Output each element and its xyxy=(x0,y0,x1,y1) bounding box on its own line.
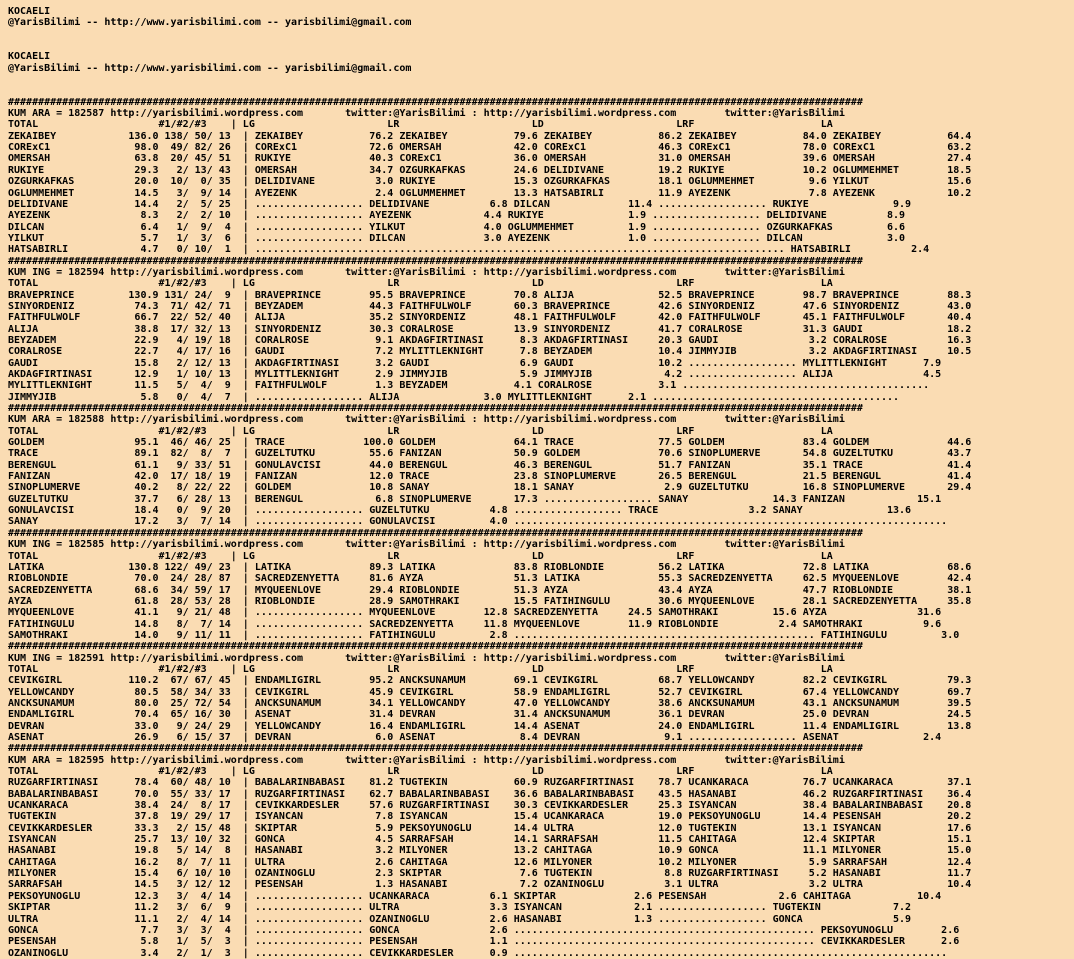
table-row: TRACE 89.1 82/ 8/ 7 | GUZELTUTKU 55.6 FANIZAN 50.9 GOLDEM 70.6 SINOPLUMERVE 54.8 GUZELTUTKU 43.7 xyxy=(8,448,972,460)
block-separator: ############################################################################################################################################## xyxy=(8,641,863,653)
table-row: JIMMYJIB 5.8 0/ 4/ 7 | .................. ALIJA 3.0 MYLITTLEKNIGHT 2.1 ......................................... xyxy=(8,391,900,403)
block-column-headers: TOTAL #1/#2/#3 | LG LR LD LRF LA xyxy=(8,278,833,290)
race-block xyxy=(8,528,1074,641)
table-row: CEVIKKARDESLER 33.3 2/ 15/ 48 | SKIPTAR 5.9 PEKSOYUNOGLU 14.4 ULTRA 12.0 TUGTEKIN 13.1 ISYANCAN 17.6 xyxy=(8,822,972,834)
table-row: UCANKARACA 38.4 24/ 8/ 17 | CEVIKKARDESLER 57.6 RUZGARFIRTINASI 30.3 CEVIKKARDESLER 25.3 ISYANCAN 38.4 BABALARINBABASI 20.8 xyxy=(8,800,972,812)
table-row: YILKUT 5.7 1/ 3/ 6 | .................. DILCAN 3.0 AYEZENK 1.0 .................. DILCAN 3.0 xyxy=(8,232,906,244)
race-block xyxy=(8,256,1074,403)
race-block xyxy=(8,641,1074,743)
table-row: DELIDIVANE 14.4 2/ 5/ 25 | .................. DELIDIVANE 6.8 DILCAN 11.4 .................. RUKIYE 9.9 xyxy=(8,198,912,210)
spacer xyxy=(8,74,1074,85)
block-title: KUM ARA = 182588 http://yarisbilimi.wordpress.com twitter:@YarisBilimi : http://yarisbilimi.wordpress.com twitter:@YarisBilimi xyxy=(8,414,845,426)
table-row: PEKSOYUNOGLU 12.3 3/ 4/ 14 | .................. UCANKARACA 6.1 SKIPTAR 2.6 PESENSAH 2.6 CAHITAGA 10.4 xyxy=(8,890,942,902)
table-row: CAHITAGA 16.2 8/ 7/ 11 | ULTRA 2.6 CAHITAGA 12.6 MILYONER 10.2 MILYONER 5.9 SARRAFSAH 12.4 xyxy=(8,856,972,868)
table-row: OGLUMMEHMET 14.5 3/ 9/ 14 | AYEZENK 2.4 OGLUMMEHMET 13.3 HATSABIRLI 11.9 AYEZENK 7.8 AYEZENK 10.2 xyxy=(8,187,972,199)
block-separator: ############################################################################################################################################## xyxy=(8,96,863,108)
table-row: FAITHFULWOLF 66.7 22/ 52/ 40 | ALIJA 35.2 SINYORDENIZ 48.1 FAITHFULWOLF 42.0 FAITHFULWOLF 45.1 FAITHFULWOLF 40.4 xyxy=(8,312,972,324)
block-title: KUM ARA = 182595 http://yarisbilimi.wordpress.com twitter:@YarisBilimi : http://yarisbilimi.wordpress.com twitter:@YarisBilimi xyxy=(8,754,845,766)
table-row: BABALARINBABASI 70.0 55/ 33/ 17 | RUZGARFIRTINASI 62.7 BABALARINBABASI 36.6 BABALARINBABASI 43.5 HASANABI 46.2 RUZGARFIRTINASI 36.4 xyxy=(8,788,972,800)
table-row: FATIHINGULU 14.8 8/ 7/ 14 | .................. SACREDZENYETTA 11.8 MYQUEENLOVE 11.9 RIOBLONDIE 2.4 SAMOTHRAKI 9.6 xyxy=(8,618,942,630)
table-row: MYLITTLEKNIGHT 11.5 5/ 4/ 9 | FAITHFULWOLF 1.3 BEYZADEM 4.1 CORALROSE 3.1 ......................................... xyxy=(8,380,930,392)
header-line-3: KOCAELI xyxy=(8,51,51,63)
block-title: KUM ING = 182585 http://yarisbilimi.wordpress.com twitter:@YarisBilimi : http://yarisbilimi.wordpress.com twitter:@YarisBilimi xyxy=(8,539,845,551)
table-row: PESENSAH 5.8 1/ 5/ 3 | .................. PESENSAH 1.1 .................................................. CEVIKKARDESLER 2.6 xyxy=(8,936,960,948)
table-row: SACREDZENYETTA 68.6 34/ 59/ 17 | MYQUEENLOVE 29.4 RIOBLONDIE 51.3 AYZA 43.4 AYZA 47.7 RIOBLONDIE 38.1 xyxy=(8,584,972,596)
table-row: CORExC1 98.0 49/ 82/ 26 | CORExC1 72.6 OMERSAH 42.0 CORExC1 46.3 CORExC1 78.0 CORExC1 63.2 xyxy=(8,142,972,154)
header-line-4: @YarisBilimi -- http://www.yarisbilimi.com -- yarisbilimi@gmail.com xyxy=(8,62,412,74)
spacer xyxy=(8,85,1074,96)
block-title: KUM ING = 182591 http://yarisbilimi.wordpress.com twitter:@YarisBilimi : http://yarisbilimi.wordpress.com twitter:@YarisBilimi xyxy=(8,652,845,664)
race-block xyxy=(8,97,1074,256)
table-row: SKIPTAR 11.2 3/ 6/ 9 | .................. ULTRA 3.3 ISYANCAN 2.1 .................. TUGTEKIN 7.2 xyxy=(8,902,912,914)
table-row: ALIJA 38.8 17/ 32/ 13 | SINYORDENIZ 30.3 CORALROSE 13.9 SINYORDENIZ 41.7 CORALROSE 31.3 GAUDI 18.2 xyxy=(8,323,972,335)
header-line-2: @YarisBilimi -- http://www.yarisbilimi.com -- yarisbilimi@gmail.com xyxy=(8,17,412,29)
table-row: SANAY 17.2 3/ 7/ 14 | .................. GONULAVCISI 4.0 ........................................................................ xyxy=(8,516,948,528)
table-row: AYZA 61.8 28/ 53/ 28 | RIOBLONDIE 28.9 SAMOTHRAKI 15.5 FATIHINGULU 30.6 MYQUEENLOVE 28.1 SACREDZENYETTA 35.8 xyxy=(8,595,972,607)
table-row: ENDAMLIGIRL 70.4 65/ 16/ 30 | ASENAT 31.4 DEVRAN 31.4 ANCKSUNAMUM 36.1 DEVRAN 25.0 DEVRAN 24.5 xyxy=(8,709,972,721)
table-row: ANCKSUNAMUM 80.0 25/ 72/ 54 | ANCKSUNAMUM 34.1 YELLOWCANDY 47.0 YELLOWCANDY 38.6 ANCKSUNAMUM 43.1 ANCKSUNAMUM 39.5 xyxy=(8,697,972,709)
table-row: RUZGARFIRTINASI 78.4 60/ 48/ 10 | BABALARINBABASI 81.2 TUGTEKIN 60.9 RUZGARFIRTINASI 78.7 UCANKARACA 76.7 UCANKARACA 37.1 xyxy=(8,777,972,789)
header-line-1: KOCAELI xyxy=(8,6,51,17)
race-block xyxy=(8,403,1074,528)
table-row: BEYZADEM 22.9 4/ 19/ 18 | CORALROSE 9.1 AKDAGFIRTINASI 8.3 AKDAGFIRTINASI 20.3 GAUDI 3.2 CORALROSE 16.3 xyxy=(8,334,972,346)
table-row: FANIZAN 42.0 17/ 18/ 19 | FANIZAN 12.0 TRACE 23.8 SINOPLUMERVE 26.5 BERENGUL 21.5 BERENGUL 41.4 xyxy=(8,471,972,483)
table-row: RUKIYE 29.3 2/ 13/ 43 | OMERSAH 34.7 OZGURKAFKAS 24.6 DELIDIVANE 19.2 RUKIYE 10.2 OGLUMMEHMET 18.5 xyxy=(8,164,972,176)
block-column-headers: TOTAL #1/#2/#3 | LG LR LD LRF LA xyxy=(8,766,833,778)
table-row: HATSABIRLI 4.7 0/ 10/ 1 | ........................................................................................ HATSABIRLI 2.4 xyxy=(8,244,930,256)
block-title: KUM ING = 182594 http://yarisbilimi.wordpress.com twitter:@YarisBilimi : http://yarisbilimi.wordpress.com twitter:@YarisBilimi xyxy=(8,266,845,278)
table-row: GAUDI 15.8 2/ 12/ 13 | AKDAGFIRTINASI 3.2 GAUDI 6.9 GAUDI 10.2 .................. MYLITTLEKNIGHT 7.9 xyxy=(8,357,942,369)
table-row: YELLOWCANDY 80.5 58/ 34/ 33 | CEVIKGIRL 45.9 CEVIKGIRL 58.9 ENDAMLIGIRL 52.7 CEVIKGIRL 67.4 YELLOWCANDY 69.7 xyxy=(8,686,972,698)
table-row: DEVRAN 33.0 9/ 24/ 29 | YELLOWCANDY 16.4 ENDAMLIGIRL 14.4 ASENAT 24.0 ENDAMLIGIRL 11.4 ENDAMLIGIRL 13.8 xyxy=(8,720,972,732)
table-row: GONCA 7.7 3/ 3/ 4 | .................. GONCA 2.6 .................................................. PEKSOYUNOGLU 2.6 xyxy=(8,924,960,936)
table-row: OMERSAH 63.8 20/ 45/ 51 | RUKIYE 40.3 CORExC1 36.0 OMERSAH 31.0 OMERSAH 39.6 OMERSAH 27.4 xyxy=(8,153,972,165)
table-row: MILYONER 15.4 6/ 10/ 10 | OZANINOGLU 2.3 SKIPTAR 7.6 TUGTEKIN 8.8 RUZGARFIRTINASI 5.2 HASANABI 11.7 xyxy=(8,868,972,880)
table-row: DILCAN 6.4 1/ 9/ 4 | .................. YILKUT 4.0 OGLUMMEHMET 1.9 .................. OZGURKAFKAS 6.6 xyxy=(8,221,906,233)
block-column-headers: TOTAL #1/#2/#3 | LG LR LD LRF LA xyxy=(8,663,833,675)
table-row: CEVIKGIRL 110.2 67/ 67/ 45 | ENDAMLIGIRL 95.2 ANCKSUNAMUM 69.1 CEVIKGIRL 68.7 YELLOWCANDY 82.2 CEVIKGIRL 79.3 xyxy=(8,675,972,687)
race-block xyxy=(8,743,1074,959)
table-row: MYQUEENLOVE 41.1 9/ 21/ 48 | .................. MYQUEENLOVE 12.8 SACREDZENYETTA 24.5 SAMOTHRAKI 15.6 AYZA 31.6 xyxy=(8,607,942,619)
table-row: LATIKA 130.8 122/ 49/ 23 | LATIKA 89.3 LATIKA 83.8 RIOBLONDIE 56.2 LATIKA 72.8 LATIKA 68.6 xyxy=(8,561,972,573)
table-row: ULTRA 11.1 2/ 4/ 14 | .................. OZANINOGLU 2.6 HASANABI 1.3 .................. GONCA 5.9 xyxy=(8,913,912,925)
table-row: AKDAGFIRTINASI 12.9 1/ 10/ 13 | MYLITTLEKNIGHT 2.9 JIMMYJIB 5.9 JIMMYJIB 4.2 .................. ALIJA 4.5 xyxy=(8,369,942,380)
spacer xyxy=(8,40,1074,51)
table-row: GOLDEM 95.1 46/ 46/ 25 | TRACE 100.0 GOLDEM 64.1 TRACE 77.5 GOLDEM 83.4 GOLDEM 44.6 xyxy=(8,437,972,449)
table-row: CORALROSE 22.7 4/ 17/ 16 | GAUDI 7.2 MYLITTLEKNIGHT 7.8 BEYZADEM 10.4 JIMMYJIB 3.2 AKDAGFIRTINASI 10.5 xyxy=(8,346,972,358)
table-row: HASANABI 19.8 5/ 14/ 8 | HASANABI 3.2 MILYONER 13.2 CAHITAGA 10.9 GONCA 11.1 MILYONER 15.0 xyxy=(8,845,972,857)
block-separator: ############################################################################################################################################## xyxy=(8,255,863,267)
table-row: BERENGUL 61.1 9/ 33/ 51 | GONULAVCISI 44.0 BERENGUL 46.3 BERENGUL 51.7 FANIZAN 35.1 TRACE 41.4 xyxy=(8,459,972,471)
race-blocks xyxy=(8,97,1074,959)
table-row: ZEKAIBEY 136.0 138/ 50/ 13 | ZEKAIBEY 76.2 ZEKAIBEY 79.6 ZEKAIBEY 86.2 ZEKAIBEY 84.0 ZEKAIBEY 64.4 xyxy=(8,130,972,142)
block-separator: ############################################################################################################################################## xyxy=(8,743,863,755)
table-row: RIOBLONDIE 70.0 24/ 28/ 87 | SACREDZENYETTA 81.6 AYZA 51.3 LATIKA 55.3 SACREDZENYETTA 62.5 MYQUEENLOVE 42.4 xyxy=(8,573,972,585)
table-row: SINYORDENIZ 74.3 71/ 42/ 71 | BEYZADEM 44.3 FAITHFULWOLF 60.3 BRAVEPRINCE 42.6 SINYORDENIZ 47.6 SINYORDENIZ 43.0 xyxy=(8,300,972,312)
table-row: SAMOTHRAKI 14.0 9/ 11/ 11 | .................. FATIHINGULU 2.8 .................................................. FATIHINGULU 3.0 xyxy=(8,629,960,641)
table-row: ASENAT 26.9 6/ 15/ 37 | DEVRAN 6.0 ASENAT 8.4 DEVRAN 9.1 .................. ASENAT 2.4 xyxy=(8,732,942,743)
block-column-headers: TOTAL #1/#2/#3 | LG LR LD LRF LA xyxy=(8,119,833,131)
spacer xyxy=(8,29,1074,40)
table-row: SARRAFSAH 14.5 3/ 12/ 12 | PESENSAH 1.3 HASANABI 7.2 OZANINOGLU 3.1 ULTRA 3.2 ULTRA 10.4 xyxy=(8,879,972,891)
block-separator: ############################################################################################################################################## xyxy=(8,403,863,415)
table-row: OZANINOGLU 3.4 2/ 1/ 3 | .................. CEVIKKARDESLER 0.9 ........................................................................ xyxy=(8,947,948,959)
table-row: GUZELTUTKU 37.7 6/ 28/ 13 | BERENGUL 6.8 SINOPLUMERVE 17.3 .................. SANAY 14.3 FANIZAN 15.1 xyxy=(8,493,942,505)
table-row: TUGTEKIN 37.8 19/ 29/ 17 | ISYANCAN 7.8 ISYANCAN 15.4 UCANKARACA 19.0 PEKSOYUNOGLU 14.4 PESENSAH 20.2 xyxy=(8,811,972,823)
table-row: SINOPLUMERVE 40.2 8/ 22/ 22 | GOLDEM 10.8 SANAY 18.1 SANAY 2.9 GUZELTUTKU 16.8 SINOPLUMERVE 29.4 xyxy=(8,482,972,494)
table-row: BRAVEPRINCE 130.9 131/ 24/ 9 | BRAVEPRINCE 95.5 BRAVEPRINCE 70.8 ALIJA 52.5 BRAVEPRINCE 98.7 BRAVEPRINCE 88.3 xyxy=(8,289,972,301)
block-column-headers: TOTAL #1/#2/#3 | LG LR LD LRF LA xyxy=(8,425,833,437)
block-column-headers: TOTAL #1/#2/#3 | LG LR LD LRF LA xyxy=(8,550,833,562)
table-row: OZGURKAFKAS 20.0 10/ 0/ 35 | DELIDIVANE 3.0 RUKIYE 15.3 OZGURKAFKAS 18.1 OGLUMMEHMET 9.6 YILKUT 15.6 xyxy=(8,176,972,188)
block-title: KUM ARA = 182587 http://yarisbilimi.wordpress.com twitter:@YarisBilimi : http://yarisbilimi.wordpress.com twitter:@YarisBilimi xyxy=(8,108,845,120)
block-separator: ############################################################################################################################################## xyxy=(8,527,863,539)
table-row: GONULAVCISI 18.4 0/ 9/ 20 | .................. GUZELTUTKU 4.8 .................. TRACE 3.2 SANAY 13.6 xyxy=(8,505,912,517)
table-row: ISYANCAN 25.7 13/ 10/ 32 | GONCA 4.5 SARRAFSAH 14.1 SARRAFSAH 11.5 CAHITAGA 12.4 SKIPTAR 15.1 xyxy=(8,834,972,846)
table-row: AYEZENK 8.3 2/ 2/ 10 | .................. AYEZENK 4.4 RUKIYE 1.9 .................. DELIDIVANE 8.9 xyxy=(8,210,906,222)
